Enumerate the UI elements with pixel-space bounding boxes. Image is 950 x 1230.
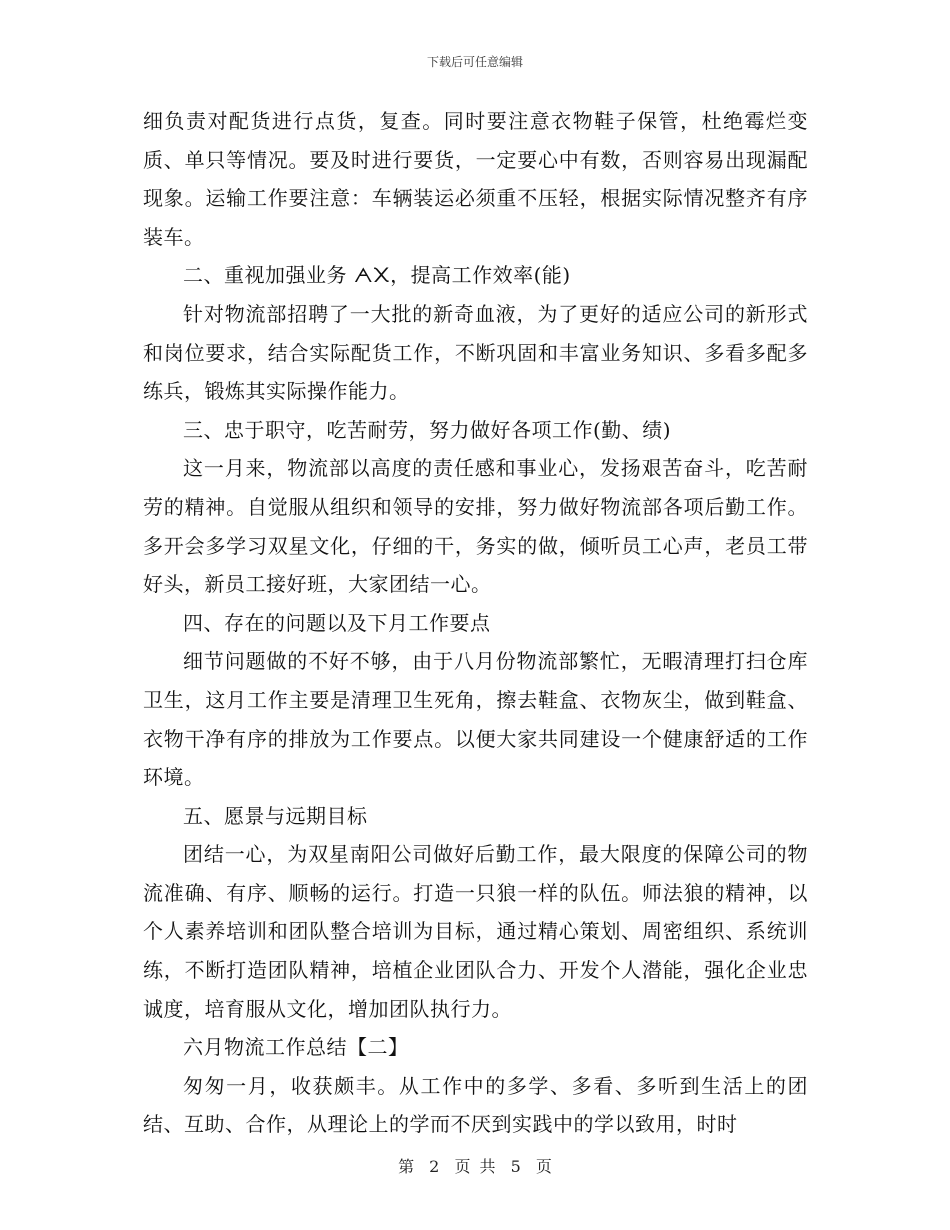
footer-middle: 页 共 [454, 1157, 496, 1176]
document-body [143, 102, 808, 1144]
paragraph: 针对物流部招聘了一大批的新奇血液，为了更好的适应公司的新形式和岗位要求，结合实际配货工作，不断巩固和丰富业务知识、多看多配多练兵，锻炼其实际操作能力。 [143, 301, 808, 404]
section-heading-4: 四、存在的问题以及下月工作要点 [183, 610, 491, 635]
footer-suffix: 页 [535, 1157, 552, 1176]
page-total: 5 [510, 1157, 521, 1176]
page-footer [0, 1154, 950, 1177]
paragraph: 这一月来，物流部以高度的责任感和事业心，发扬艰苦奋斗，吃苦耐劳的精神。自觉服从组织和领导的安排，努力做好物流部各项后勤工作。多开会多学习双星文化，仔细的干，务实的做，倾听员工心声，老员工带好头，新员工接好班，大家团结一心。 [143, 456, 808, 597]
paragraph: 细节问题做的不好不够，由于八月份物流部繁忙，无暇清理打扫仓库卫生，这月工作主要是清理卫生死角，擦去鞋盒、衣物灰尘，做到鞋盒、衣物干净有序的排放为工作要点。以便大家共同建设一个健康舒适的工作环境。 [143, 649, 808, 790]
paragraph: 匆匆一月，收获颇丰。从工作中的多学、多看、多听到生活上的团结、互助、合作，从理论上的学而不厌到实践中的学以致用，时时 [143, 1073, 808, 1137]
page-header: 下载后可任意编辑 [426, 55, 523, 69]
paragraph-continuation: 细负责对配货进行点货，复查。同时要注意衣物鞋子保管，杜绝霉烂变质、单只等情况。要及时进行要货，一定要心中有数，否则容易出现漏配现象。运输工作要注意：车辆装运必须重不压轻，根据实际情况整齐有序装车。 [143, 109, 808, 249]
section-heading-3: 三、忠于职守，吃苦耐劳，努力做好各项工作(勤、绩) [183, 417, 672, 442]
page-number: 2 [429, 1157, 440, 1176]
article-title: 六月物流工作总结【二】 [183, 1035, 409, 1060]
section-heading-2: 二、重视加强业务 ᗅ᙭，提高工作效率(能) [183, 263, 571, 288]
section-heading-5: 五、愿景与远期目标 [183, 803, 368, 828]
footer-prefix: 第 [398, 1157, 415, 1176]
paragraph: 团结一心，为双星南阳公司做好后勤工作，最大限度的保障公司的物流准确、有序、顺畅的运行。打造一只狼一样的队伍。师法狼的精神，以个人素养培训和团队整合培训为目标，通过精心策划、周密组织、系统训练，不断打造团队精神，培植企业团队合力、开发个人潜能，强化企业忠诚度，培育服从文化，增加团队执行力。 [143, 842, 808, 1021]
